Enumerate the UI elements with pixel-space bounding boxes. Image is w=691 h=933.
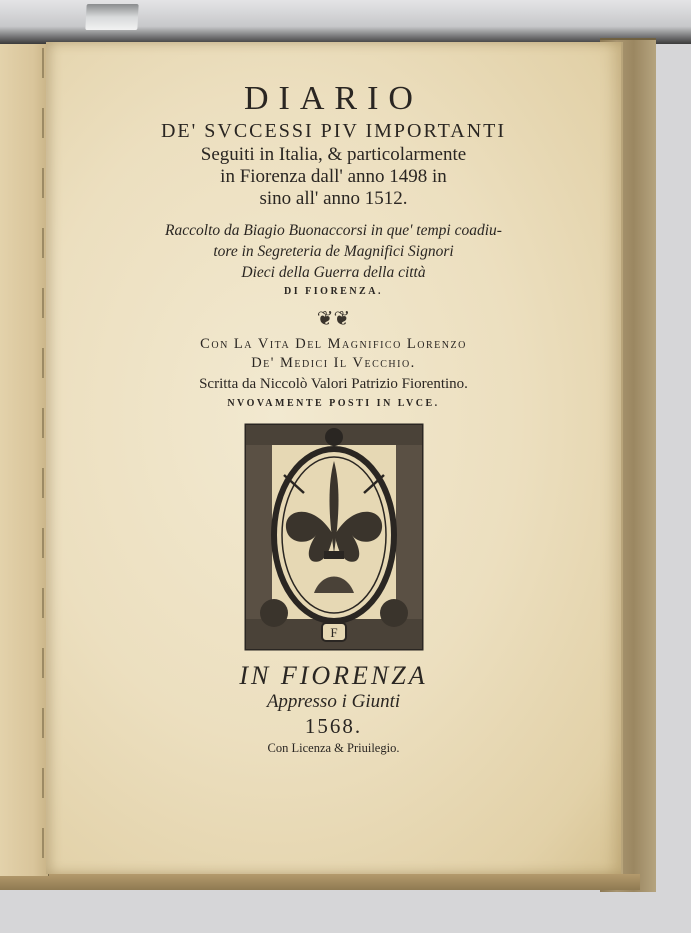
imprint-printer: Appresso i Giunti (266, 691, 401, 712)
addendum-line: Con La Vita Del Magnifico Lorenzo (200, 336, 467, 352)
compiler-line: tore in Segreteria de Magnifici Signori (213, 243, 454, 260)
book-subtitle: DE' SVCCESSI PIV IMPORTANTI (160, 120, 507, 142)
compiler-line: Raccolto da Biagio Buonaccorsi in que' tempi coadiu- (165, 222, 502, 239)
city-line: DI FIORENZA. (284, 286, 383, 297)
bookmark-tab (85, 4, 138, 30)
fleuron-ornament-icon: ❦❦ (316, 308, 351, 330)
description-line: in Fiorenza dall' anno 1498 in (220, 166, 447, 187)
imprint-year: 1568. (304, 714, 363, 738)
imprint-place: IN FIORENZA (239, 661, 428, 690)
book-title: DIARIO (244, 80, 423, 117)
title-page-text (46, 40, 621, 757)
binding-stitching (42, 48, 44, 868)
compiler-line: Dieci della Guerra della città (241, 264, 426, 281)
description-line: Seguiti in Italia, & particolarmente (200, 144, 467, 165)
addendum-line: De' Medici Il Vecchio. (251, 355, 416, 371)
description-line: sino all' anno 1512. (259, 188, 408, 209)
printers-device-woodcut-icon (244, 423, 424, 651)
svg-text:F: F (329, 625, 338, 640)
author-line: Scritta da Niccolò Valori Patrizio Fiorentino. (199, 376, 468, 392)
new-edition-line: NVOVAMENTE POSTI IN LVCE. (227, 398, 440, 409)
binding-board-bottom (0, 874, 640, 890)
imprint-privilege: Con Licenza & Priuilegio. (267, 741, 400, 755)
